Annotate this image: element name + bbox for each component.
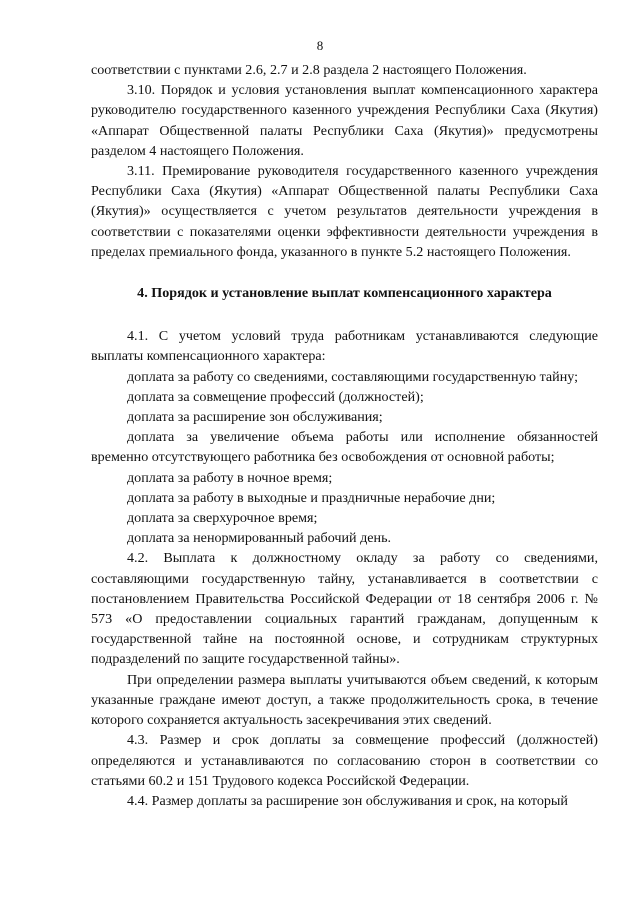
page-number: 8 — [316, 38, 324, 53]
list-item: доплата за работу со сведениями, составляющими государственную тайну; — [127, 368, 579, 385]
paragraph-3-10: 3.10. Порядок и условия установления выплат компенсационного характера руководителю государственного казенного учреждения Республики Саха (Якутия) «Аппарат Общественной палаты Республики Саха (Якутия)» предусмотрены разделом 4 настоящего Положения. — [91, 82, 598, 159]
list-item: доплата за совмещение профессий (должностей); — [127, 388, 424, 405]
paragraph-4-4: 4.4. Размер доплаты за расширение зон обслуживания и срок, на который — [127, 792, 568, 809]
paragraph-4-2-cont: При определении размера выплаты учитываются объем сведений, к которым указанные граждане имеют доступ, а также продолжительность срока, в течение которого сохраняется актуальность засекречивания этих сведений. — [91, 671, 598, 729]
paragraph-3-11: 3.11. Премирование руководителя государственного казенного учреждения Республики Саха (Якутия) «Аппарат Общественной палаты Республики Саха (Якутия)» осуществляется с учетом результатов деятельности учреждения в соответствии с показателями оценки эффективности деятельности учреждения в пределах премиального фонда, указанного в пункте 5.2 настоящего Положения. — [91, 163, 598, 260]
paragraph-4-1: 4.1. С учетом условий труда работникам устанавливаются следующие выплаты компенсационного характера: — [91, 328, 598, 365]
paragraph-4-3: 4.3. Размер и срок доплаты за совмещение профессий (должностей) определяются и устанавливаются по согласованию сторон в соответствии со статьями 60.2 и 151 Трудового кодекса Российской Федерации. — [91, 732, 598, 789]
list-item: доплата за работу в выходные и праздничные нерабочие дни; — [127, 489, 496, 506]
paragraph-continuation: соответствии с пунктами 2.6, 2.7 и 2.8 раздела 2 настоящего Положения. — [91, 62, 527, 78]
list-item: доплата за расширение зон обслуживания; — [127, 409, 383, 426]
list-item: доплата за ненормированный рабочий день. — [127, 530, 392, 547]
section-heading: 4. Порядок и установление выплат компенсационного характера — [137, 285, 552, 302]
document-body — [91, 60, 598, 811]
paragraph-4-2: 4.2. Выплата к должностному окладу за работу со сведениями, составляющими государственную тайну, устанавливается в соответствии с постановлением Правительства Российской Федерации от 18 сентября 2006 г. № 573 «О предоставлении социальных гарантий гражданам, допущенным к государственной тайне на постоянной основе, и сотрудникам структурных подразделений по защите государственной тайны». — [91, 550, 598, 668]
list-item: доплата за увеличение объема работы или исполнение обязанностей временно отсутствующего работника без освобождения от основной работы; — [91, 429, 598, 466]
list-item: доплата за работу в ночное время; — [127, 469, 333, 486]
list-item: доплата за сверхурочное время; — [127, 510, 318, 527]
